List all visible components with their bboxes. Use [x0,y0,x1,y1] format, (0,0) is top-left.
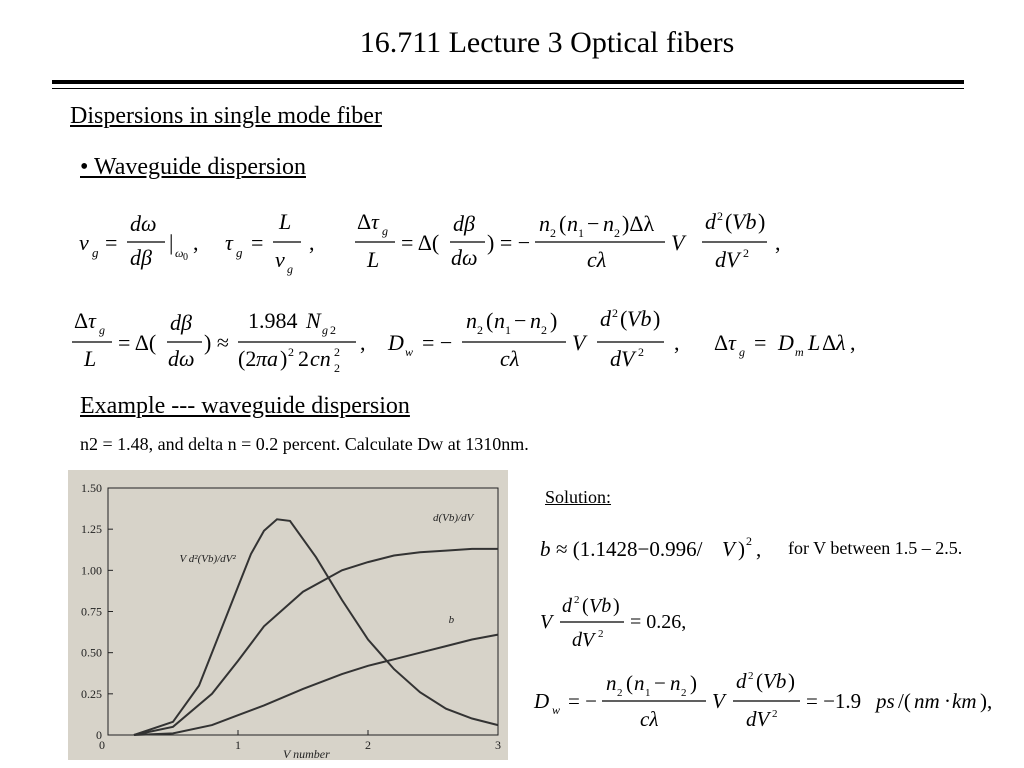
svg-text:τ: τ [371,209,379,234]
svg-text:= −: = − [422,330,453,355]
svg-text:g: g [236,245,243,260]
svg-text:(: ( [486,308,494,333]
svg-text:= −1.9: = −1.9 [806,689,862,713]
svg-text:2: 2 [772,708,778,720]
x-tick-label: 2 [365,738,371,752]
svg-text:Vb: Vb [589,595,612,617]
svg-text:b: b [540,537,551,561]
svg-text:km: km [952,689,977,713]
svg-text:v: v [79,230,89,255]
svg-text:Δ: Δ [74,308,89,333]
svg-text:2: 2 [638,345,644,359]
svg-text:,: , [309,230,315,255]
svg-text:dω: dω [451,245,478,270]
slide-title: 16.711 Lecture 3 Optical fibers [359,26,735,59]
svg-text:,: , [193,230,199,255]
x-tick-label: 3 [495,738,501,752]
svg-text:V: V [572,330,586,355]
svg-text:= Δ(: = Δ( [118,330,157,355]
svg-text:dV: dV [572,629,595,651]
svg-text:2: 2 [334,345,340,359]
svg-text:2: 2 [550,226,556,240]
svg-text:n: n [530,308,541,333]
svg-text:) = −: ) = − [487,230,531,255]
svg-text:1.984: 1.984 [248,308,298,333]
equation-dw-result [530,668,1010,738]
svg-text:cλ: cλ [500,346,520,371]
svg-text:,: , [756,537,762,561]
svg-text:2: 2 [288,345,294,359]
svg-text:D: D [388,330,404,355]
series-label: d(Vb)/dV [433,511,474,524]
svg-text:): ) [738,537,745,561]
svg-text:,: , [775,230,781,255]
svg-text:Δ: Δ [822,330,837,355]
svg-text:(: ( [725,209,733,234]
y-tick-label: 0.50 [81,645,102,660]
svg-text:d: d [736,669,747,693]
svg-text:τ: τ [225,230,233,255]
svg-text:n: n [606,671,617,695]
svg-text:) ≈: ) ≈ [204,330,229,355]
svg-text:1: 1 [505,323,511,337]
svg-text:2: 2 [334,361,340,375]
svg-text:N: N [306,308,321,333]
svg-text:(2: (2 [238,346,257,371]
svg-text:d: d [600,306,611,331]
svg-text:2: 2 [574,594,580,606]
svg-text:1: 1 [578,226,584,240]
section-heading: Dispersions in single mode fiber [70,103,382,129]
svg-text:0: 0 [183,252,188,263]
svg-text:dβ: dβ [453,211,475,236]
svg-text:): ) [788,669,795,693]
svg-text:2: 2 [612,306,618,320]
x-axis-label: V number [283,747,330,760]
svg-text:cλ: cλ [587,247,607,272]
svg-text:(: ( [582,595,589,617]
svg-text:dV: dV [610,346,635,371]
svg-text:n: n [670,671,681,695]
equation-row-2 [70,300,870,380]
svg-text:≈ (1.1428−0.996/: ≈ (1.1428−0.996/ [556,537,703,561]
svg-text:= −: = − [568,689,597,713]
y-tick-label: 1.50 [81,481,102,495]
svg-text:dV: dV [746,707,770,731]
svg-text:V: V [722,537,735,561]
svg-text:D: D [778,330,794,355]
svg-text:2: 2 [330,323,336,337]
svg-text:n: n [466,308,477,333]
svg-text:(: ( [559,211,567,236]
svg-text:Δ: Δ [357,209,372,234]
svg-text:g: g [382,224,388,238]
svg-text:n: n [567,211,578,236]
svg-text:w: w [552,703,561,717]
series-label: b [448,614,455,627]
svg-text:ps: ps [876,689,895,713]
svg-text:τ: τ [88,308,96,333]
svg-text:): ) [613,595,620,617]
y-tick-label: 0.25 [81,686,102,701]
svg-text:V: V [712,689,725,713]
title-rule-thin [52,88,964,89]
svg-text:g: g [739,345,745,359]
svg-text:V: V [671,230,685,255]
svg-text:2: 2 [743,246,749,260]
svg-text:,: , [850,330,856,355]
svg-text:2: 2 [541,323,547,337]
svg-text:Vb: Vb [732,209,757,234]
svg-text:2: 2 [681,687,687,699]
svg-text:2: 2 [298,346,309,371]
svg-text:L: L [279,209,292,234]
svg-text:πa: πa [256,346,279,371]
svg-text:=: = [251,230,264,255]
svg-text:dV: dV [715,247,740,272]
svg-text:2: 2 [598,628,604,640]
svg-text:= 0.26,: = 0.26, [630,611,687,633]
svg-text:g: g [287,262,293,276]
equation-b-approx [538,528,788,568]
svg-text:2: 2 [748,670,754,682]
svg-text:2: 2 [477,323,483,337]
title-rule-thick [52,80,964,84]
svg-text:): ) [690,671,697,695]
svg-text:=: = [105,230,118,255]
svg-text:2: 2 [717,209,723,223]
svg-text:=: = [754,330,767,355]
series-line [134,635,498,735]
svg-text:g: g [99,323,105,337]
svg-text:,: , [360,330,366,355]
svg-text:dβ: dβ [130,245,152,270]
svg-text:)Δλ: )Δλ [622,211,655,236]
svg-text:): ) [550,308,558,333]
y-tick-label: 0 [96,728,102,742]
chart-svg [68,470,508,760]
solution-label: Solution: [545,487,612,507]
v-range-note: for V between 1.5 – 2.5. [788,538,963,558]
plot-frame [108,488,498,735]
svg-text:2: 2 [746,534,752,548]
svg-text:−: − [654,671,666,695]
svg-text:g: g [92,245,99,260]
svg-text:n: n [494,308,505,333]
svg-text:m: m [795,345,804,359]
svg-text:V: V [540,611,553,633]
svg-text:n: n [634,671,645,695]
svg-text:): ) [280,346,288,371]
svg-text:w: w [405,345,414,359]
svg-text:),: ), [980,689,993,713]
svg-text:1: 1 [645,687,651,699]
svg-text:= Δ(: = Δ( [401,230,440,255]
svg-text:ω: ω [175,246,184,260]
svg-text:d: d [705,209,716,234]
svg-text:v: v [275,247,285,272]
svg-text:dω: dω [168,346,195,371]
bullet-waveguide-dispersion: • Waveguide dispersion [80,154,306,180]
svg-text:cλ: cλ [640,707,659,731]
svg-text:): ) [653,306,661,331]
svg-text:Vb: Vb [763,669,787,693]
example-heading: Example --- waveguide dispersion [80,393,410,419]
svg-text:τ: τ [728,330,736,355]
y-tick-label: 0.75 [81,604,102,619]
equation-row-1 [75,205,805,280]
svg-text:λ: λ [836,330,846,355]
y-tick-label: 1.00 [81,563,102,578]
svg-text:(: ( [756,669,763,693]
svg-text:): ) [758,209,766,234]
svg-text:|: | [169,230,174,255]
svg-text:·: · [944,689,951,713]
svg-text:2: 2 [614,226,620,240]
svg-text:(: ( [626,671,633,695]
svg-text:n: n [539,211,550,236]
svg-text:cn: cn [310,346,331,371]
svg-text:D: D [534,689,550,713]
svg-text:L: L [84,346,97,371]
svg-text:d: d [562,595,572,617]
svg-text:dω: dω [130,211,157,236]
svg-text:2: 2 [617,687,623,699]
x-tick-label: 1 [235,738,241,752]
y-tick-label: 1.25 [81,522,102,537]
svg-text:/(: /( [898,689,911,713]
svg-text:(: ( [620,306,628,331]
problem-statement: n2 = 1.48, and delta n = 0.2 percent. Calculate Dw at 1310nm. [80,434,529,454]
svg-text:−: − [514,308,527,333]
svg-text:nm: nm [914,689,940,713]
svg-text:n: n [603,211,614,236]
svg-text:,: , [674,330,680,355]
series-label: V d²(Vb)/dV² [179,553,236,566]
svg-text:−: − [587,211,600,236]
svg-text:dβ: dβ [170,310,192,335]
svg-text:L: L [367,247,380,272]
svg-text:Vb: Vb [627,306,652,331]
svg-text:g: g [322,323,328,337]
svg-text:Δ: Δ [714,330,729,355]
waveguide-plot [68,470,508,760]
svg-text:L: L [808,330,821,355]
x-tick-label: 0 [99,738,105,752]
equation-v-d2vb [538,590,708,655]
